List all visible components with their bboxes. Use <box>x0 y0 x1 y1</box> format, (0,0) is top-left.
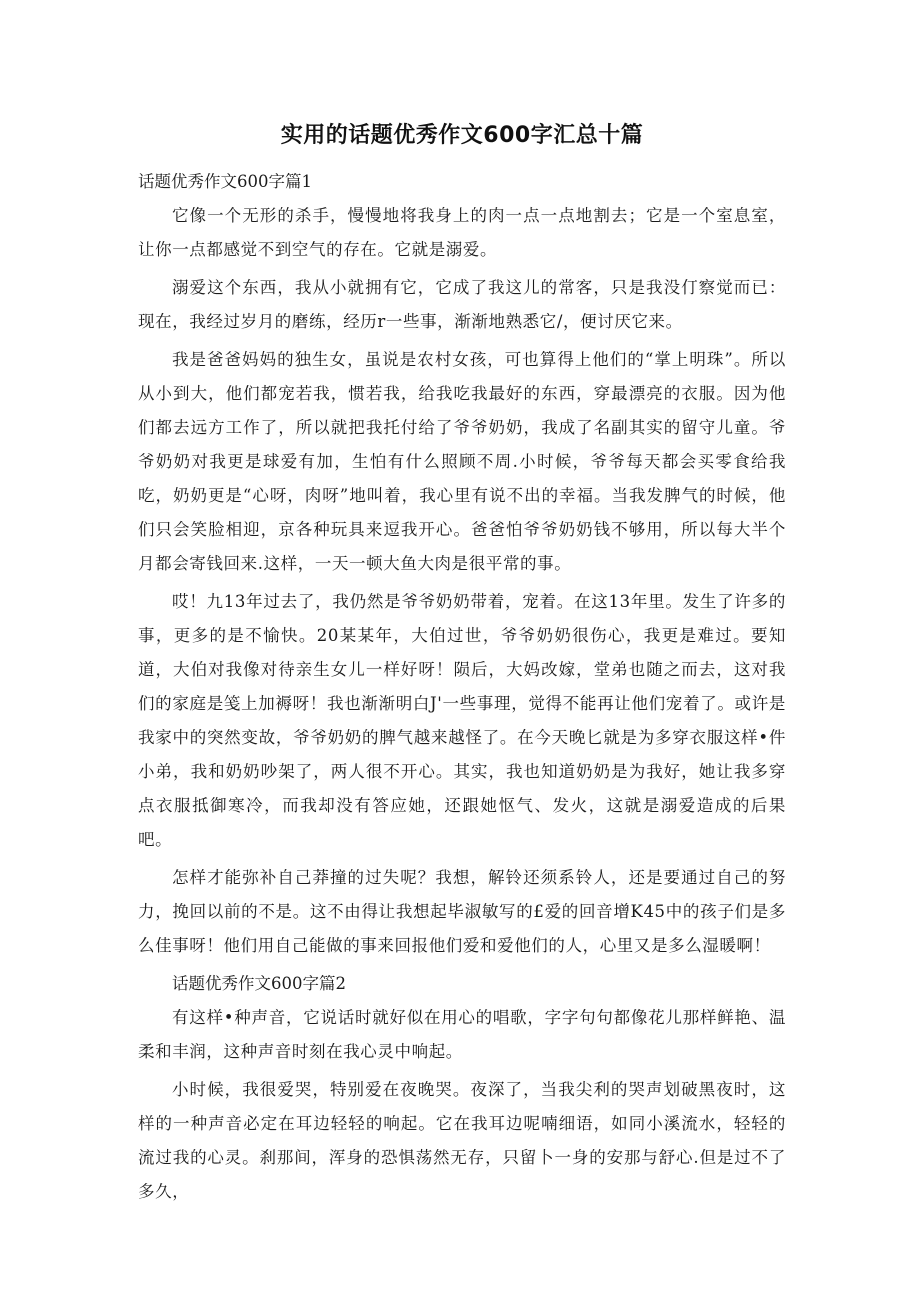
section-heading: 话题优秀作文600字篇2 <box>172 974 346 993</box>
paragraph: 哎！九13年过去了，我仍然是爷爷奶奶带着，宠着。在这13年里。发生了许多的事，更多的是不愉快。20某某年，大伯过世，爷爷奶奶很伤心，我更是难过。要知道，大伯对我像对待亲生女儿一样好呀！陨后，大妈改嫁，堂弟也随之而去，这对我们的家庭是笺上加褥呀！我也渐渐明白J'一些事理，觉得不能再让他们宠着了。或许是我家中的突然变故，爷爷奶奶的脾气越来越怪了。在今天晚匕就是为多穿衣服这样•件小弟，我和奶奶吵架了，两人很不开心。其实，我也知道奶奶是为我好，她让我多穿点衣服抵御寒冷，而我却没有答应她，还跟她怄气、发火，这就是溺爱造成的后果吧。 <box>138 592 786 849</box>
document-title: 实用的话题优秀作文600字汇总十篇 <box>280 123 644 148</box>
paragraph: 我是爸爸妈妈的独生女，虽说是农村女孩，可也算得上他们的“掌上明珠”。所以从小到大，他们都宠若我，惯若我，给我吃我最好的东西，穿最漂亮的衣服。因为他们都去远方工作了，所以就把我托付给了爷爷奶奶，我成了名副其实的留守儿童。爷爷奶奶对我更是球爱有加，生怕有什么照顾不周.小时候，爷爷每天都会买零食给我吃，奶奶更是“心呀，肉呀”地叫着，我心里有说不出的幸福。当我发脾气的时候，他们只会笑脸相迎，京各种玩具来逗我开心。爸爸怕爷爷奶奶钱不够用，所以每大半个月都会寄钱回来.这样，一天一顿大鱼大肉是很平常的事。 <box>138 350 786 573</box>
paragraph: 有这样•种声音，它说话时就好似在用心的唱歌，字字句句都像花儿那样鲜艳、温柔和丰润，这种声音时刻在我心灵中响起。 <box>138 1008 786 1061</box>
section-2 <box>138 967 786 1209</box>
paragraph: 它像一个无形的杀手，慢慢地将我身上的肉一点一点地割去；它是一个室息室，让你一点都感觉不到空气的存在。它就是溺爱。 <box>138 206 786 259</box>
section-1 <box>138 165 786 963</box>
paragraph: 小时候，我很爱哭，特别爱在夜晚哭。夜深了，当我尖利的哭声划破黑夜时，这样的一种声音必定在耳边轻轻的响起。它在我耳边呢喃细语，如同小溪流水，轻轻的流过我的心灵。刹那间，浑身的恐惧荡然无存，只留卜一身的安那与舒心.但是过不了多久， <box>138 1080 786 1201</box>
document-page <box>138 118 786 1213</box>
paragraph: 怎样才能弥补自己莽撞的过失呢？我想，解铃还须系铃人，还是要通过自己的努力，挽回以前的不是。这不由得让我想起毕淑敏写的£爱的回音增K45中的孩子们是多么佳事呀！他们用自己能做的事来回报他们爱和爱他们的人，心里又是多么湿暖啊！ <box>138 868 786 955</box>
paragraph: 溺爱这个东西，我从小就拥有它，它成了我这儿的常客，只是我没仃察觉而已：现在，我经过岁月的磨练，经历r一些事，渐渐地熟悉它/，便讨厌它来。 <box>138 278 786 331</box>
section-heading: 话题优秀作文600字篇1 <box>138 172 312 191</box>
